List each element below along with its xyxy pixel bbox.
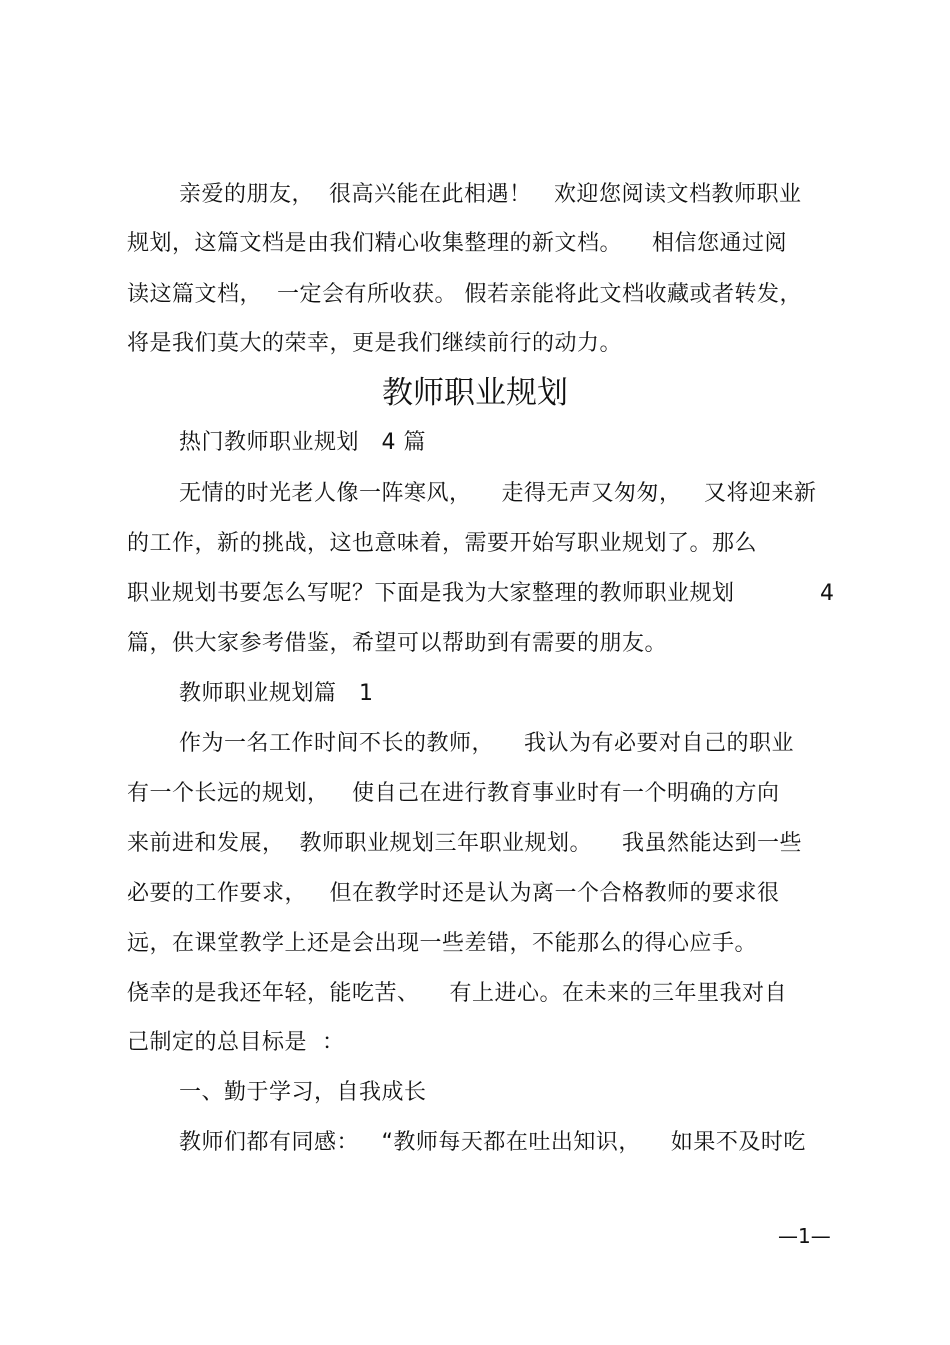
para3-line-1: 教师们都有同感： “教师每天都在吐出知识， 如果不及时吃 [179, 1130, 806, 1155]
para1-line-2: 的工作，新的挑战，这也意味着，需要开始写职业规划了。那么 [127, 531, 758, 556]
subtitle: 热门教师职业规划 4 篇 [179, 430, 426, 455]
para2-line-6: 侥幸的是我还年轻，能吃苦、 有上进心。在未来的三年里我对自 [127, 981, 787, 1006]
para1-line-3: 职业规划书要怎么写呢？下面是我为大家整理的教师职业规划 [127, 581, 735, 606]
para1-line-4: 篇，供大家参考借鉴，希望可以帮助到有需要的朋友。 [127, 631, 668, 656]
intro-line-1: 亲爱的朋友， 很高兴能在此相遇！ 欢迎您阅读文档教师职业 [179, 182, 802, 207]
para2-line-3: 来前进和发展， 教师职业规划三年职业规划。 我虽然能达到一些 [127, 831, 802, 856]
intro-line-4: 将是我们莫大的荣幸，更是我们继续前行的动力。 [127, 331, 623, 356]
page-number: —1— [778, 1224, 831, 1248]
para2-line-7: 己制定的总目标是 ： [127, 1030, 345, 1055]
intro-line-3: 读这篇文档， 一定会有所收获。 假若亲能将此文档收藏或者转发， [127, 282, 802, 307]
para1-line-1: 无情的时光老人像一阵寒风， 走得无声又匆匆， 又将迎来新 [179, 481, 817, 506]
section1-heading: 教师职业规划篇 1 [179, 681, 374, 706]
para1-line-3-number: 4 [820, 581, 835, 606]
document-title: 教师职业规划 [382, 375, 568, 411]
para2-line-1: 作为一名工作时间不长的教师， 我认为有必要对自己的职业 [179, 731, 794, 756]
para2-line-4: 必要的工作要求， 但在教学时还是认为离一个合格教师的要求很 [127, 881, 780, 906]
para2-line-2: 有一个长远的规划， 使自己在进行教育事业时有一个明确的方向 [127, 781, 780, 806]
para2-line-5: 远，在课堂教学上还是会出现一些差错，不能那么的得心应手。 [127, 931, 758, 956]
point1-heading: 一、勤于学习，自我成长 [179, 1080, 427, 1105]
intro-line-2: 规划，这篇文档是由我们精心收集整理的新文档。 相信您通过阅 [127, 231, 787, 256]
